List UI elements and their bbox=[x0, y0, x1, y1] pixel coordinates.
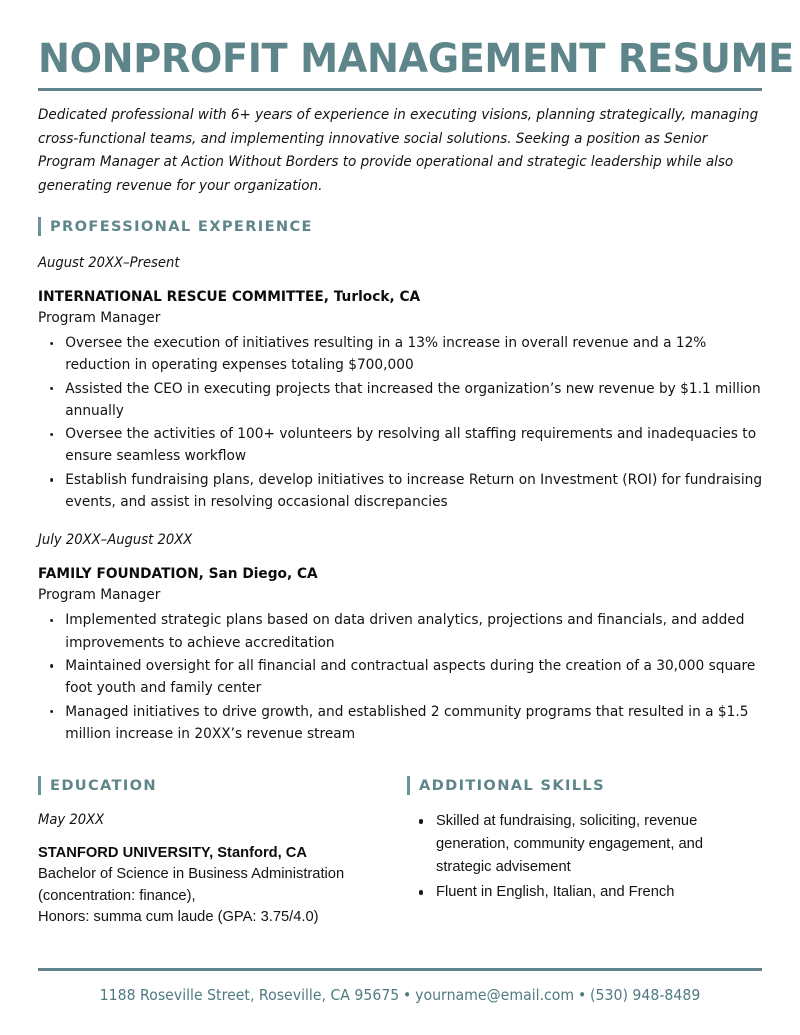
education-degree-line-2: (concentration: finance), bbox=[38, 887, 196, 904]
education-entry bbox=[38, 810, 401, 929]
experience-date: July 20XX–August 20XX bbox=[38, 532, 193, 549]
list-item: Maintained oversight for all financial and contractual aspects during the creation of a 30,000 square foot youth and family center bbox=[38, 655, 762, 700]
education-school: STANFORD UNIVERSITY, Stanford, CA bbox=[38, 845, 308, 862]
contact-separator-icon: • bbox=[577, 986, 587, 1004]
list-item: Oversee the execution of initiatives resulting in a 13% increase in overall revenue and a 12% reduction in operating expenses totaling $700,000 bbox=[38, 332, 762, 377]
experience-organization: INTERNATIONAL RESCUE COMMITTEE, Turlock, CA bbox=[38, 288, 421, 305]
education-honors: Honors: summa cum laude (GPA: 3.75/4.0) bbox=[38, 909, 319, 926]
list-item: Establish fundraising plans, develop initiatives to increase Return on Investment (ROI) for fundraising events, and assist in resolving occasional discrepancies bbox=[38, 469, 762, 514]
list-item: Managed initiatives to drive growth, and established 2 community programs that resulted in a $1.5 million increase in 20XX’s revenue stream bbox=[38, 701, 762, 746]
education-date: May 20XX bbox=[38, 812, 105, 829]
experience-entry bbox=[38, 530, 762, 745]
section-header-experience bbox=[38, 217, 762, 236]
skills-bullet-list bbox=[407, 810, 762, 904]
experience-bullet-list bbox=[38, 332, 762, 513]
contact-address: 1188 Roseville Street, Roseville, CA 95675 bbox=[99, 986, 400, 1004]
list-item: Oversee the activities of 100+ volunteers by resolving all staffing requirements and inadequacies to ensure seamless workflow bbox=[38, 423, 762, 468]
section-header-education bbox=[38, 776, 401, 795]
list-item: Skilled at fundraising, soliciting, revenue generation, community engagement, and strategic advisement bbox=[407, 810, 762, 879]
page-title: NONPROFIT MANAGEMENT RESUME bbox=[38, 36, 794, 82]
footer-divider bbox=[38, 968, 762, 971]
education-column bbox=[38, 776, 401, 929]
section-title-skills: ADDITIONAL SKILLS bbox=[419, 777, 605, 795]
list-item: Implemented strategic plans based on data driven analytics, projections and financials, and added improvements to achieve accreditation bbox=[38, 609, 762, 654]
experience-entry bbox=[38, 253, 762, 513]
contact-line bbox=[60, 985, 741, 1005]
lower-columns bbox=[38, 776, 762, 929]
experience-role: Program Manager bbox=[38, 586, 161, 604]
skills-column bbox=[401, 776, 762, 929]
list-item: Fluent in English, Italian, and French bbox=[407, 881, 762, 904]
section-title-education: EDUCATION bbox=[50, 777, 157, 795]
professional-summary: Dedicated professional with 6+ years of experience in executing visions, planning strategically, managing cross-functional teams, and implementing innovative social solutions. Seeking a position as Senior Program Manager at Action Without Borders to provide operational and strategic leadership while also generating revenue for your organization. bbox=[38, 107, 759, 194]
experience-bullet-list bbox=[38, 609, 762, 745]
experience-date: August 20XX–Present bbox=[38, 255, 180, 271]
skills-body bbox=[407, 810, 762, 904]
section-accent-bar-icon bbox=[407, 776, 410, 795]
contact-phone[interactable]: (530) 948-8489 bbox=[590, 986, 701, 1004]
section-accent-bar-icon bbox=[38, 217, 41, 236]
list-item: Assisted the CEO in executing projects that increased the organization’s new revenue by $1.1 million annually bbox=[38, 378, 762, 423]
section-title-experience: PROFESSIONAL EXPERIENCE bbox=[50, 218, 313, 235]
contact-email[interactable]: yourname@email.com bbox=[415, 986, 575, 1004]
section-accent-bar-icon bbox=[38, 776, 41, 795]
education-degree-line-1: Bachelor of Science in Business Administration bbox=[38, 866, 345, 883]
experience-organization: FAMILY FOUNDATION, San Diego, CA bbox=[38, 565, 318, 583]
experience-role: Program Manager bbox=[38, 309, 161, 326]
footer bbox=[38, 968, 762, 1005]
section-header-skills bbox=[407, 776, 762, 795]
contact-separator-icon: • bbox=[403, 986, 412, 1004]
